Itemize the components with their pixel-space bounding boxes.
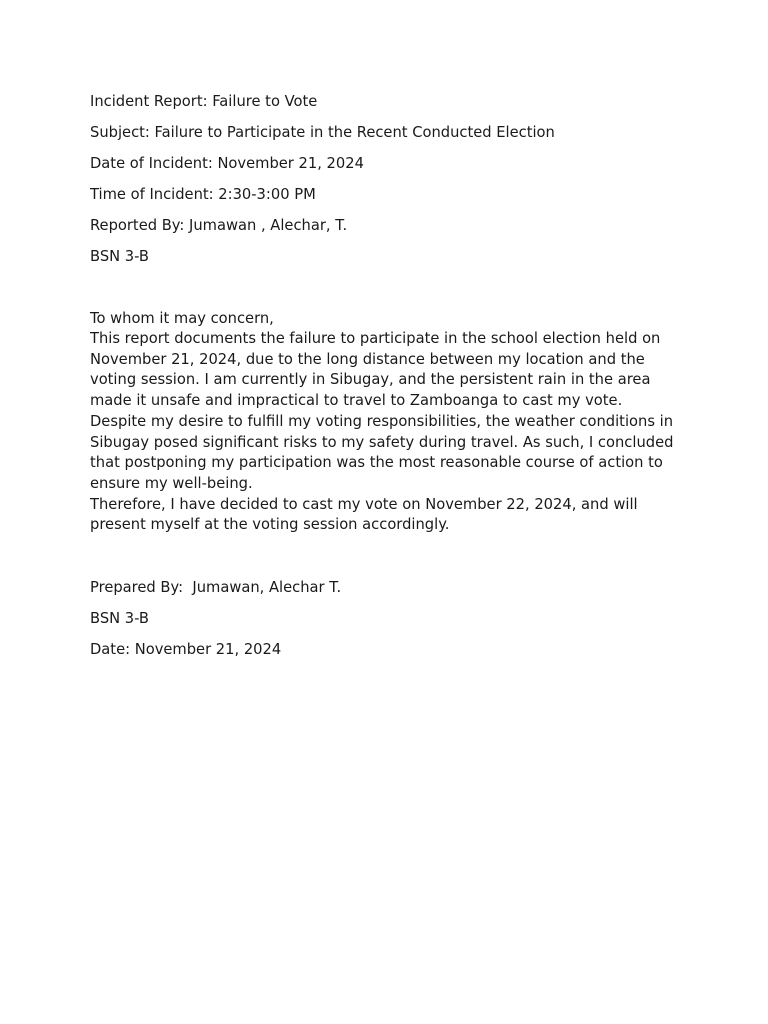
- date-of-incident: Date of Incident: November 21, 2024: [90, 155, 364, 172]
- footer-section: BSN 3-B: [90, 610, 149, 628]
- document-page: [90, 91, 685, 660]
- subject-line: Subject: Failure to Participate in the Recent Conducted Election: [90, 124, 555, 141]
- report-title: Incident Report: Failure to Vote: [90, 93, 318, 110]
- paragraph-3: Therefore, I have decided to cast my vote on November 22, 2024, and will present myself at the voting session accordingly.: [90, 495, 638, 534]
- prepared-by: Prepared By: Jumawan, Alechar T.: [90, 579, 342, 597]
- paragraph-1: This report documents the failure to participate in the school election held on November 21, 2024, due to the long distance between my location and the voting session. I am currently in Sibugay, and the persistent rain in the area made it unsafe and impractical to travel to Zamboanga to cast my vote.: [90, 330, 661, 410]
- salutation: To whom it may concern,: [90, 310, 274, 327]
- section-line: BSN 3-B: [90, 248, 149, 265]
- footer-date: Date: November 21, 2024: [90, 641, 282, 659]
- time-of-incident: Time of Incident: 2:30-3:00 PM: [90, 186, 316, 203]
- reported-by: Reported By: Jumawan , Alechar, T.: [90, 217, 348, 234]
- paragraph-2: Despite my desire to fulfill my voting responsibilities, the weather conditions in Sibugay posed significant risks to my safety during travel. As such, I concluded that postponing my participation was the most reasonable course of action to ensure my well-being.: [90, 412, 674, 492]
